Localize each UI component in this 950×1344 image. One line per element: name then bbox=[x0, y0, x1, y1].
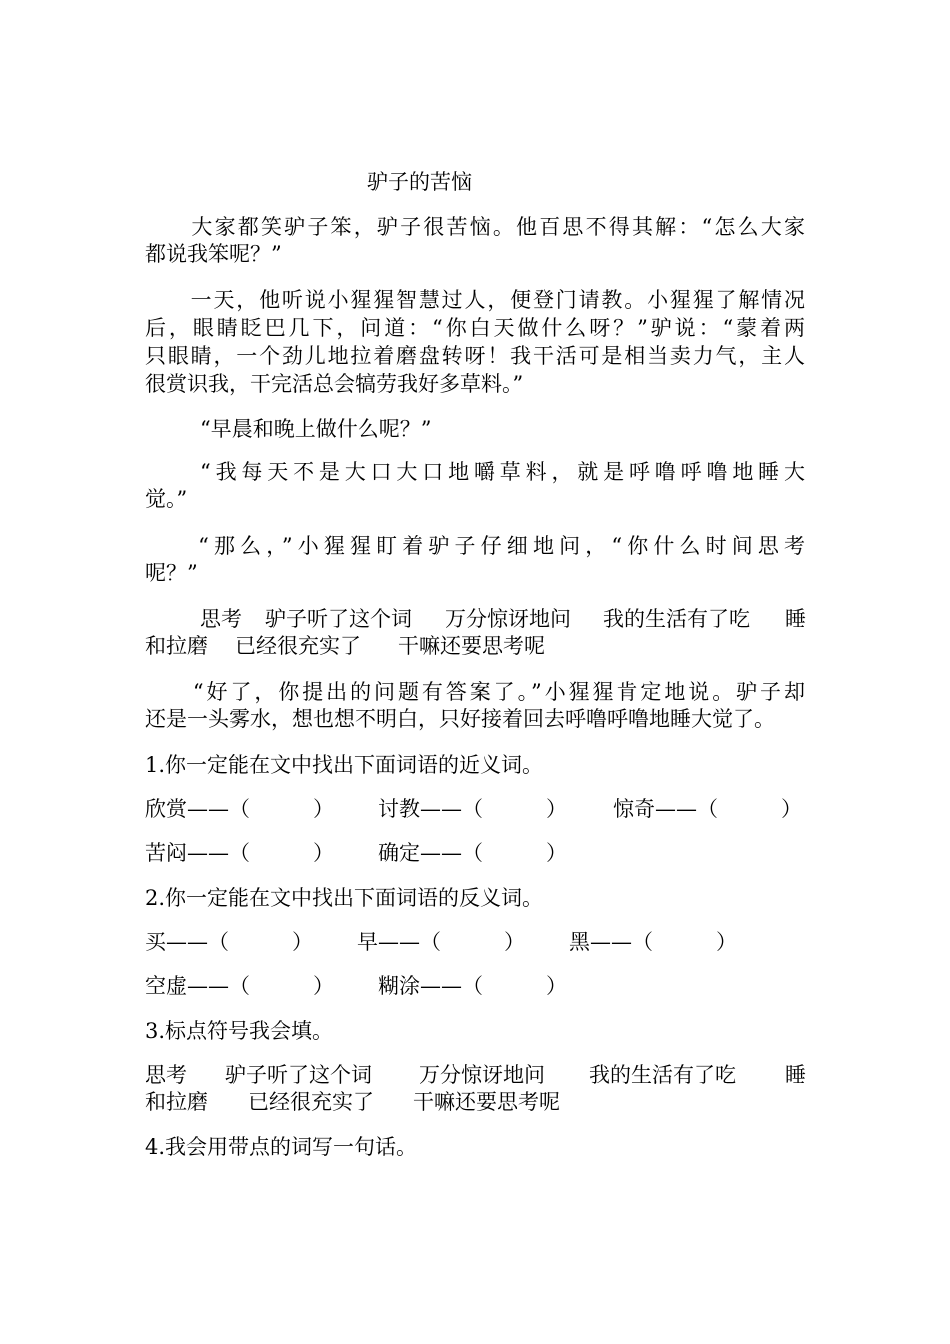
antonym-blank[interactable]: 空虚——（ ） bbox=[145, 974, 334, 998]
segment: 驴子听了这个词 bbox=[225, 1063, 372, 1087]
story-paragraph-4-line-2: 觉。” bbox=[145, 487, 188, 511]
story-paragraph-7-line-2: 还是一头雾水，想也想不明白，只好接着回去呼噜呼噜地睡大觉了。 bbox=[145, 707, 775, 731]
segment: 万分惊讶地问 bbox=[445, 607, 571, 631]
story-paragraph-5-line-2: 呢？” bbox=[145, 561, 198, 585]
story-paragraph-1-line-2: 都说我笨呢？” bbox=[145, 242, 282, 266]
story-paragraph-2-line-3: 只眼睛，一个劲儿地拉着磨盘转呀！我干活可是相当卖力气，主人 bbox=[145, 344, 805, 368]
synonym-blank[interactable]: 欣赏——（ ） bbox=[145, 797, 334, 821]
segment: 我的生活有了吃 bbox=[589, 1063, 736, 1087]
antonym-blank[interactable]: 早——（ ） bbox=[357, 930, 525, 954]
page-title: 驴子的苦恼 bbox=[367, 170, 472, 194]
synonym-blank[interactable]: 惊奇——（ ） bbox=[613, 797, 802, 821]
story-paragraph-3: “早晨和晚上做什么呢？” bbox=[200, 417, 432, 441]
segment: 干嘛还要思考呢 bbox=[413, 1090, 560, 1114]
antonym-blank[interactable]: 黑——（ ） bbox=[569, 930, 737, 954]
segment: 和拉磨 bbox=[145, 1090, 208, 1114]
segment: 睡 bbox=[785, 607, 806, 631]
segment: 思考 bbox=[200, 607, 242, 631]
question-1-prompt: 1.你一定能在文中找出下面词语的近义词。 bbox=[145, 753, 544, 777]
segment: 和拉磨 bbox=[145, 634, 208, 658]
synonym-blank[interactable]: 确定——（ ） bbox=[378, 841, 567, 865]
story-paragraph-7-line-1: “好了，你提出的问题有答案了。”小猩猩肯定地说。驴子却 bbox=[145, 680, 805, 704]
synonym-blank[interactable]: 讨教——（ ） bbox=[378, 797, 567, 821]
story-paragraph-4-line-1: “我每天不是大口大口地嚼草料，就是呼噜呼噜地睡大 bbox=[200, 460, 805, 484]
question-2-prompt: 2.你一定能在文中找出下面词语的反义词。 bbox=[145, 886, 544, 910]
story-paragraph-2-line-4: 很赏识我，干完活总会犒劳我好多草料。” bbox=[145, 372, 524, 396]
story-paragraph-2-line-2: 后，眼睛眨巴几下，问道：“你白天做什么呀？”驴说：“蒙着两 bbox=[145, 316, 805, 340]
segment: 已经很充实了 bbox=[248, 1090, 374, 1114]
segment: 干嘛还要思考呢 bbox=[398, 634, 545, 658]
segment: 睡 bbox=[785, 1063, 806, 1087]
antonym-blank[interactable]: 买——（ ） bbox=[145, 930, 313, 954]
segment: 思考 bbox=[145, 1063, 187, 1087]
story-paragraph-2-line-1: 一天，他听说小猩猩智慧过人，便登门请教。小猩猩了解情况 bbox=[145, 288, 805, 312]
segment: 驴子听了这个词 bbox=[265, 607, 412, 631]
story-paragraph-5-line-1: “那么，”小猩猩盯着驴子仔细地问，“你什么时间思考 bbox=[172, 534, 805, 558]
segment: 万分惊讶地问 bbox=[419, 1063, 545, 1087]
antonym-blank[interactable]: 糊涂——（ ） bbox=[378, 974, 567, 998]
question-3-prompt: 3.标点符号我会填。 bbox=[145, 1019, 334, 1043]
story-paragraph-1-line-1: 大家都笑驴子笨，驴子很苦恼。他百思不得其解：“怎么大家 bbox=[145, 215, 805, 239]
question-4-prompt: 4.我会用带点的词写一句话。 bbox=[145, 1135, 418, 1159]
synonym-blank[interactable]: 苦闷——（ ） bbox=[145, 841, 334, 865]
segment: 已经很充实了 bbox=[235, 634, 361, 658]
segment: 我的生活有了吃 bbox=[603, 607, 750, 631]
